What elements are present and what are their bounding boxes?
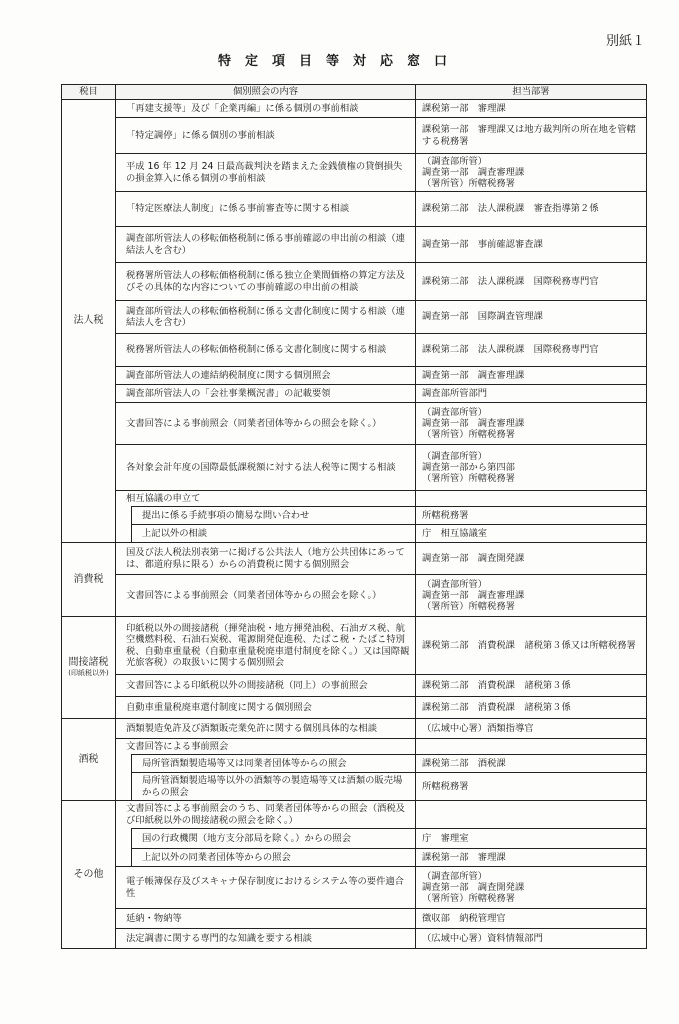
header-tax: 税目 <box>62 85 116 100</box>
dept-line: （調査部所管） <box>422 155 488 167</box>
table-row <box>62 334 647 367</box>
table-row <box>62 385 647 403</box>
row-content: 文書回答による事前照会（同業者団体等からの照会を除く。） <box>116 575 416 617</box>
table-row <box>62 829 647 849</box>
row-content: 調査部所管法人の移転価格税制に係る文書化制度に関する相談（連結法人を含む） <box>116 301 416 334</box>
category-liquor: 酒税 <box>62 719 116 801</box>
dept-line: 調査第一部から第四部 <box>422 461 515 473</box>
row-dept-multi <box>416 575 647 617</box>
row-content: 「特定医療法人制度」に係る事前審査等に関する相談 <box>116 192 416 227</box>
table-row <box>62 227 647 263</box>
row-content: 法定調書に関する専門的な知識を要する相談 <box>116 929 416 949</box>
table-row <box>62 773 647 801</box>
row-content: 国及び法人税法別表第一に掲げる公共法人（地方公共団体にあっては、都道府県に限る）からの消費税に関する個別照会 <box>116 543 416 575</box>
dept-line: （署所管）所轄税務署 <box>422 178 515 190</box>
dept-line: 調査第一部 調査審理課 <box>422 166 525 178</box>
table-row <box>62 118 647 154</box>
row-content: 延納・物納等 <box>116 909 416 929</box>
header-content: 個別照会の内容 <box>116 85 416 100</box>
row-content: 上記以外の相談 <box>132 525 416 543</box>
dept-line: （署所管）所轄税務署 <box>422 429 515 441</box>
row-dept-multi <box>416 403 647 445</box>
table-row <box>62 719 647 739</box>
row-dept-multi <box>416 445 647 491</box>
dept-line: （署所管）所轄税務署 <box>422 473 515 485</box>
row-content: 国の行政機関（地方支分部局を除く。）からの照会 <box>132 829 416 849</box>
appendix-label: 別紙１ <box>605 34 645 49</box>
row-content: 調査部所管法人の移転価格税制に係る事前確認の申出前の相談（連結法人を含む） <box>116 227 416 263</box>
indent-cell <box>116 507 132 525</box>
mutual-heading: 相互協議の申立て <box>116 491 416 507</box>
indent-cell <box>116 829 132 849</box>
table-row <box>62 575 647 617</box>
row-dept: 徴収部 納税管理官 <box>416 909 647 929</box>
row-dept: （広域中心署）酒類指導官 <box>416 719 647 739</box>
dept-line: （調査部所管） <box>422 406 488 418</box>
row-dept: 課税第二部 法人課税課 国際税務専門官 <box>416 334 647 367</box>
table-row <box>62 192 647 227</box>
row-dept: 庁 相互協議室 <box>416 525 647 543</box>
row-dept: 所轄税務署 <box>416 507 647 525</box>
page-title: 特定項目等対応窓口 <box>217 54 461 69</box>
contact-table <box>61 84 647 949</box>
category-indirect <box>62 617 116 719</box>
table-row <box>62 100 647 118</box>
row-dept: 調査第一部 事前確認審査課 <box>416 227 647 263</box>
row-content: 自動車重量税廃車還付制度に関する個別照会 <box>116 697 416 719</box>
dept-line: （署所管）所轄税務署 <box>422 893 515 905</box>
table-row <box>62 263 647 301</box>
row-dept: 調査第一部 調査開発課 <box>416 543 647 575</box>
dept-line: 調査第一部 調査審理課 <box>422 417 525 429</box>
row-content: 上記以外の同業者団体等からの照会 <box>132 849 416 867</box>
category-indirect-note: (印紙税以外) <box>68 669 109 678</box>
row-dept: 課税第二部 法人課税課 審査指導第２係 <box>416 192 647 227</box>
table-row <box>62 867 647 909</box>
other-heading: 文書回答による事前照会のうち、同業者団体等からの照会（酒税及び印紙税以外の間接諸税の照会を除く。） <box>116 801 416 829</box>
indent-cell <box>116 849 132 867</box>
row-dept: 庁 審理室 <box>416 829 647 849</box>
row-dept: 調査部所管部門 <box>416 385 647 403</box>
row-content: 局所管酒類製造場等又は同業者団体等からの照会 <box>132 755 416 773</box>
table-row <box>62 755 647 773</box>
indent-cell <box>116 773 132 801</box>
table-row <box>62 301 647 334</box>
table-row <box>62 403 647 445</box>
row-dept-multi <box>416 154 647 192</box>
table-row <box>62 929 647 949</box>
indent-cell <box>116 755 132 773</box>
row-content: 税務署所管法人の移転価格税制に係る文書化制度に関する相談 <box>116 334 416 367</box>
table-row <box>62 491 647 507</box>
liquor-heading: 文書回答による事前照会 <box>116 739 416 755</box>
row-content: 調査部所管法人の連結納税制度に関する個別照会 <box>116 367 416 385</box>
row-dept: 課税第二部 消費税課 諸税第３係 <box>416 697 647 719</box>
row-content: 税務署所管法人の移転価格税制に係る独立企業間価格の算定方法及びその具体的な内容についての事前確認の申出前の相談 <box>116 263 416 301</box>
table-row <box>62 367 647 385</box>
row-content: 文書回答による印紙税以外の間接諸税（同上）の事前照会 <box>116 675 416 697</box>
row-dept: 調査第一部 調査審理課 <box>416 367 647 385</box>
table-row <box>62 445 647 491</box>
category-corp: 法人税 <box>62 100 116 543</box>
table-row <box>62 697 647 719</box>
dept-line: 調査第一部 調査審理課 <box>422 589 525 601</box>
row-dept: 所轄税務署 <box>416 773 647 801</box>
row-content: 酒類製造免許及び酒類販売業免許に関する個別具体的な相談 <box>116 719 416 739</box>
row-dept-empty <box>416 739 647 755</box>
table-row <box>62 154 647 192</box>
table-row <box>62 801 647 829</box>
row-content: 提出に係る手続事項の簡易な問い合わせ <box>132 507 416 525</box>
row-dept-multi <box>416 867 647 909</box>
row-dept: 課税第二部 消費税課 諸税第３係又は所轄税務署 <box>416 617 647 675</box>
dept-line: 調査第一部 調査開発課 <box>422 881 525 893</box>
header-dept: 担当部署 <box>416 85 647 100</box>
table-row <box>62 909 647 929</box>
table-row <box>62 507 647 525</box>
row-content: 電子帳簿保存及びスキャナ保存制度におけるシステム等の要件適合性 <box>116 867 416 909</box>
dept-line: （調査部所管） <box>422 450 488 462</box>
row-dept-empty <box>416 491 647 507</box>
dept-line: （署所管）所轄税務署 <box>422 601 515 613</box>
row-content: 「特定調停」に係る個別の事前相談 <box>116 118 416 154</box>
row-content: 「再建支援等」及び「企業再編」に係る個別の事前相談 <box>116 100 416 118</box>
row-dept: 課税第一部 審理課 <box>416 849 647 867</box>
table-row <box>62 739 647 755</box>
dept-line: （調査部所管） <box>422 578 488 590</box>
table-row <box>62 849 647 867</box>
row-content: 局所管酒類製造場等以外の酒類等の製造場等又は酒類の販売場からの照会 <box>132 773 416 801</box>
table-row <box>62 543 647 575</box>
table-row <box>62 525 647 543</box>
row-dept: 課税第一部 審理課又は地方裁判所の所在地を管轄する税務署 <box>416 118 647 154</box>
row-content: 印紙税以外の間接諸税（揮発油税・地方揮発油税、石油ガス税、航空機燃料税、石油石炭税、電源開発促進税、たばこ税・たばこ特別税、自動車重量税（自動車重量税廃車還付制度を除く。）又は国際観光旅客税）の取扱いに関する個別照会 <box>116 617 416 675</box>
row-content: 文書回答による事前照会（同業者団体等からの照会を除く。） <box>116 403 416 445</box>
row-content: 平成 16 年 12 月 24 日最高裁判決を踏まえた金銭債権の貸倒損失の損金算入に係る個別の事前相談 <box>116 154 416 192</box>
row-dept: 課税第二部 酒税課 <box>416 755 647 773</box>
indent-cell <box>116 525 132 543</box>
row-dept: 課税第一部 審理課 <box>416 100 647 118</box>
row-dept-empty <box>416 801 647 829</box>
row-dept: 課税第二部 消費税課 諸税第３係 <box>416 675 647 697</box>
row-dept: 課税第二部 法人課税課 国際税務専門官 <box>416 263 647 301</box>
row-dept: 調査第一部 国際調査管理課 <box>416 301 647 334</box>
table-header-row <box>62 85 647 100</box>
category-indirect-label: 間接諸税 <box>68 657 109 669</box>
row-dept: （広域中心署）資料情報部門 <box>416 929 647 949</box>
row-content: 各対象会計年度の国際最低課税額に対する法人税等に関する相談 <box>116 445 416 491</box>
dept-line: （調査部所管） <box>422 870 488 882</box>
table-row <box>62 675 647 697</box>
table-row <box>62 617 647 675</box>
row-content: 調査部所管法人の「会社事業概況書」の記載要領 <box>116 385 416 403</box>
category-other: その他 <box>62 801 116 949</box>
category-consumption: 消費税 <box>62 543 116 617</box>
